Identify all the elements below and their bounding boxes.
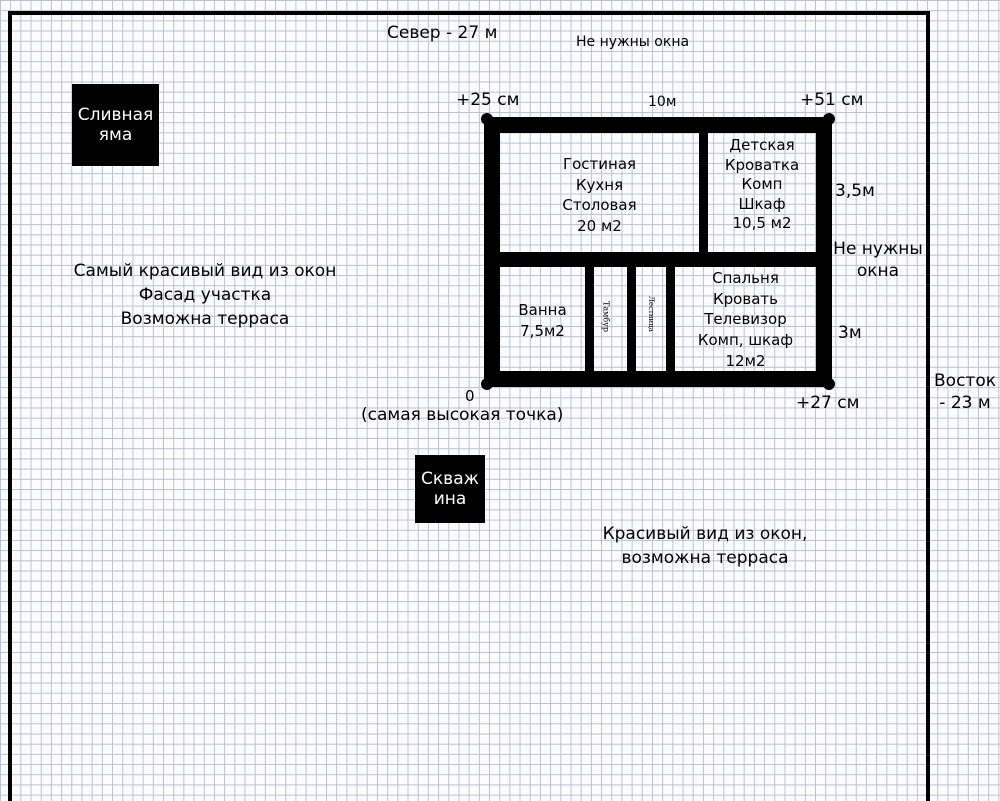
corner-ne-elevation: +51 см [800, 90, 864, 110]
corner-marker-nw [481, 113, 493, 125]
room-kids-name: Детская [729, 136, 795, 154]
north-label: Север - 27 м [387, 23, 498, 43]
south-note-line1: Красивый вид из окон, [602, 524, 808, 544]
room-kids-computer: Комп [741, 175, 783, 193]
corner-sw-elevation: 0 [465, 387, 475, 405]
corner-marker-ne [823, 113, 835, 125]
room-kids-wardrobe: Шкаф [738, 194, 786, 213]
room-kids-crib: Кроватка [724, 155, 800, 174]
corner-marker-sw [481, 378, 493, 390]
room-living-area: 20 м2 [577, 217, 622, 236]
room-living [500, 154, 699, 237]
room-living-kitchen: Кухня [575, 175, 624, 194]
wall-north [484, 117, 832, 133]
wall-living-kids [699, 117, 708, 267]
west-note-line2: Фасад участка [138, 284, 272, 305]
corner-sw-note: (самая высокая точка) [361, 405, 564, 425]
east-windows-note-line2: окна [856, 261, 900, 282]
west-note-line1: Самый красивый вид из окон [73, 261, 337, 281]
east-windows-note-line1: Не нужны [833, 239, 923, 259]
corner-marker-se [823, 378, 835, 390]
room-bedroom-bed: Кровать [713, 289, 778, 308]
room-kids [708, 136, 816, 234]
septic-tank-label-line1: Сливная [77, 104, 154, 125]
room-bath-area: 7,5м2 [520, 321, 565, 340]
corner-se-elevation: +27 см [796, 393, 860, 413]
well-label-line1: Скваж [421, 468, 479, 489]
corner-nw-elevation: +25 см [456, 90, 520, 110]
room-bath [500, 300, 585, 341]
south-note-line2: возможна терраса [621, 547, 789, 568]
room-bedroom [675, 268, 816, 371]
dimension-length: 10м [648, 94, 677, 110]
dimension-lower-depth: 3м [838, 323, 862, 343]
wall-middle [484, 252, 832, 267]
well-label-line2: ина [433, 489, 467, 509]
west-note-line3: Возможна терраса [120, 308, 290, 329]
wall-vestibule-stairs [627, 252, 636, 387]
room-living-name: Гостиная [562, 155, 637, 173]
dimension-upper-depth: 3,5м [835, 181, 875, 201]
east-label-line2: - 23 м [939, 393, 991, 414]
east-label-line1: Восток [934, 371, 996, 391]
wall-stairs-bedroom [666, 252, 675, 387]
room-bedroom-area: 12м2 [725, 351, 766, 370]
room-bath-name: Ванна [518, 301, 567, 319]
room-bedroom-tv: Телевизор [704, 310, 787, 329]
room-living-dining: Столовая [562, 196, 637, 215]
room-vestibule: Тамбур [601, 301, 611, 332]
room-bedroom-computer: Комп, шкаф [697, 331, 794, 350]
wall-bath-vestibule [585, 252, 594, 387]
room-kids-area: 10,5 м2 [732, 214, 792, 232]
septic-tank-label-line2: яма [98, 125, 133, 145]
room-bedroom-name: Спальня [712, 269, 779, 287]
wall-south [484, 371, 832, 387]
room-stairs: Лестница [647, 296, 655, 332]
north-windows-note: Не нужны окна [576, 34, 690, 50]
